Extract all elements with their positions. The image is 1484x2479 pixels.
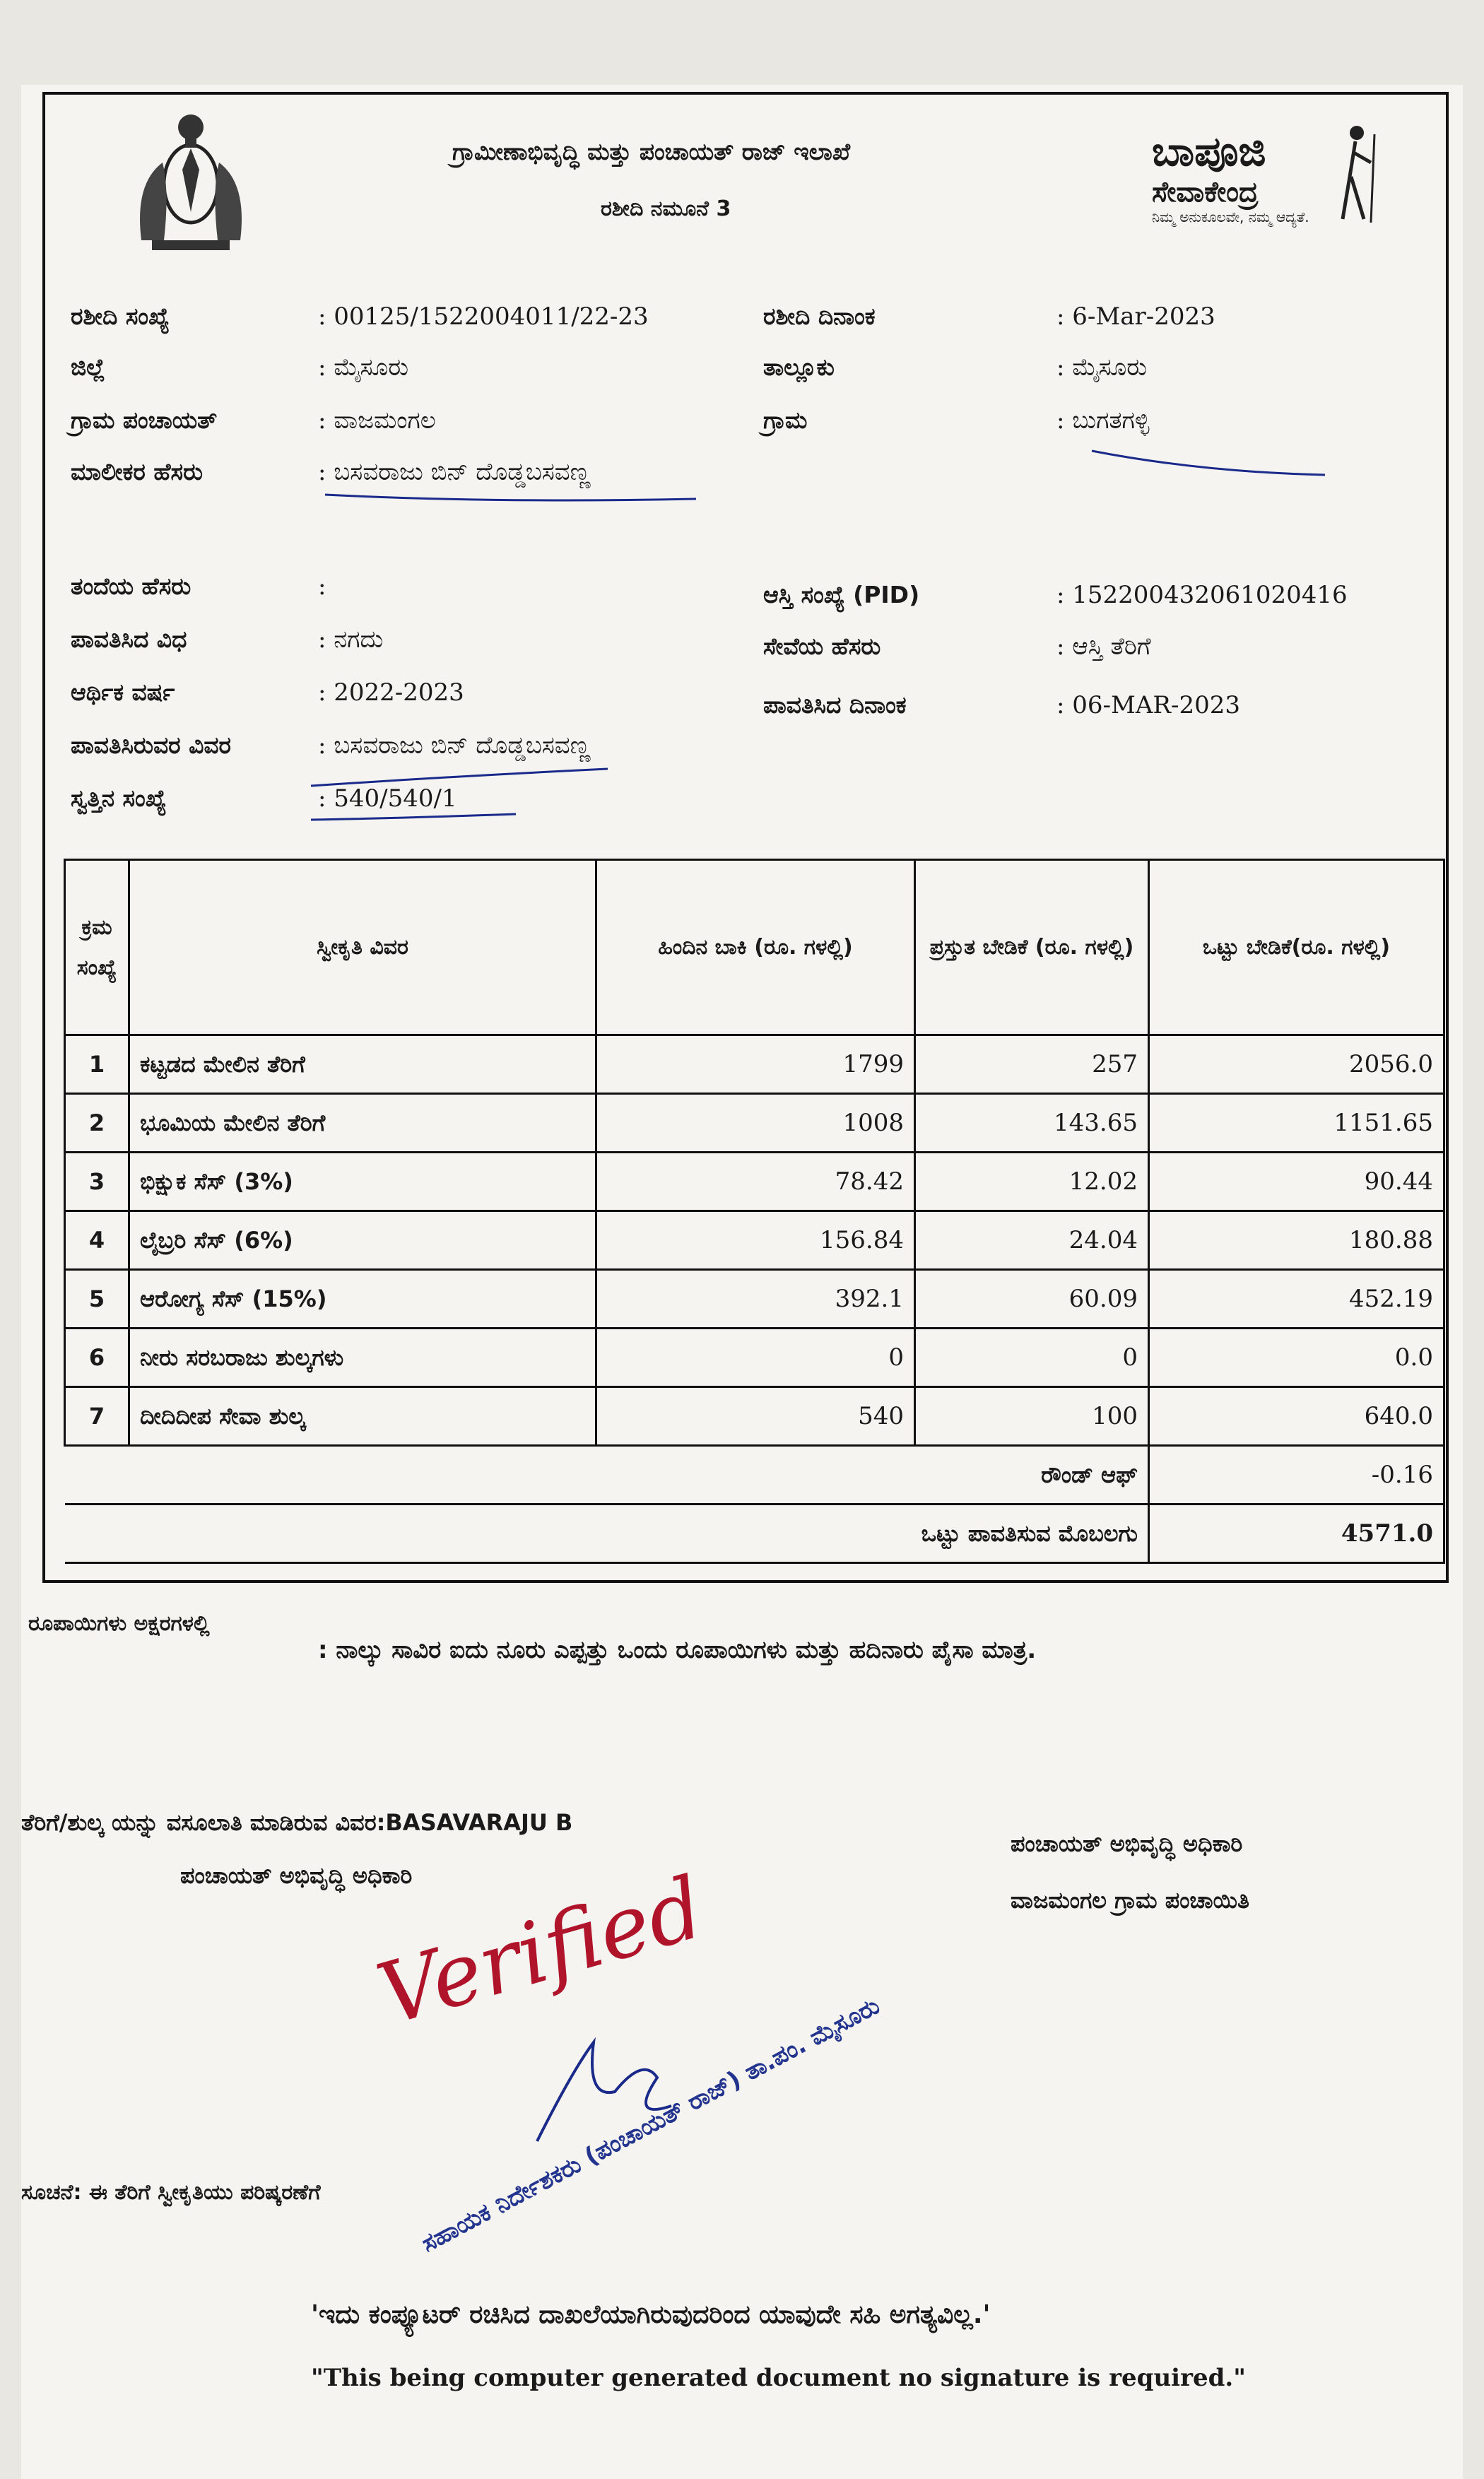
payment-date-label: ಪಾವತಿಸಿದ ದಿನಾಂಕ: [763, 691, 907, 719]
verified-handwriting: Verified: [367, 1859, 714, 2045]
round-off-value: -0.16: [1149, 1446, 1444, 1505]
row-previous-due: 0: [596, 1329, 915, 1387]
village-value: : ಬುಗತಗಳ್ಳಿ: [1056, 406, 1150, 435]
grand-total-label: ಒಟ್ಟು ಪಾವತಿಸುವ ಮೊಬಲಗು: [65, 1505, 1149, 1563]
row-current-demand: 257: [915, 1035, 1149, 1094]
payer-details-value: : ಬಸವರಾಜು ಬಿನ್ ದೊಡ್ಡಬಸವಣ್ಣ: [318, 731, 591, 760]
table-row: [65, 1094, 1444, 1153]
brand-name: ಬಾಪೂಜಿ: [1152, 127, 1266, 175]
row-current-demand: 60.09: [915, 1270, 1149, 1329]
round-off-label: ರೌಂಡ್ ಆಫ್: [65, 1446, 1149, 1505]
row-current-demand: 0: [915, 1329, 1149, 1387]
footer-kannada: 'ಇದು ಕಂಪ್ಯೂಟರ್ ರಚಿಸಿದ ದಾಖಲೆಯಾಗಿರುವುದರಿಂದ ಯಾವುದೇ ಸಹಿ ಅಗತ್ಯವಿಲ್ಲ.': [311, 2300, 991, 2329]
fee-table-header: [65, 860, 1444, 1035]
officer-title: ಪಂಚಾಯತ್ ಅಭಿವೃದ್ಧಿ ಅಧಿಕಾರಿ: [1011, 1830, 1243, 1857]
row-description: ಭೂಮಿಯ ಮೇಲಿನ ತೆರಿಗೆ: [129, 1094, 596, 1153]
financial-year-value: : 2022-2023: [318, 678, 464, 707]
row-previous-due: 156.84: [596, 1211, 915, 1270]
collector-title: ಪಂಚಾಯತ್ ಅಭಿವೃದ್ಧಿ ಅಧಿಕಾರಿ: [180, 1862, 413, 1889]
table-row: [65, 1329, 1444, 1387]
receipt-date-label: ರಶೀದಿ ದಿನಾಂಕ: [763, 302, 876, 330]
row-total-demand: 90.44: [1149, 1153, 1444, 1211]
row-serial: 4: [65, 1211, 129, 1270]
department-title: ಗ್ರಾಮೀಣಾಭಿವೃದ್ಧಿ ಮತ್ತು ಪಂಚಾಯತ್ ರಾಜ್ ಇಲಾಖೆ: [452, 138, 851, 165]
row-description: ಭಿಕ್ಷುಕ ಸೆಸ್ (3%): [129, 1153, 596, 1211]
row-current-demand: 24.04: [915, 1211, 1149, 1270]
form-title: ರಶೀದಿ ನಮೂನೆ 3: [601, 196, 731, 221]
property-pid-label: ಆಸ್ತಿ ಸಂಖ್ಯೆ (PID): [763, 581, 920, 608]
brand-tagline: ನಿಮ್ಮ ಅನುಕೂಲವೇ, ನಮ್ಮ ಆದ್ಯತೆ.: [1152, 208, 1309, 225]
village-label: ಗ್ರಾಮ: [763, 406, 808, 434]
amount-in-words-value: : ನಾಲ್ಕು ಸಾವಿರ ಐದು ನೂರು ಎಪ್ಪತ್ತು ಒಂದು ರೂಪಾಯಿಗಳು ಮತ್ತು ಹದಿನಾರು ಪೈಸಾ ಮಾತ್ರ.: [318, 1636, 1037, 1664]
officer-org: ವಾಜಮಂಗಲ ಗ್ರಾಮ ಪಂಚಾಯಿತಿ: [1011, 1887, 1249, 1914]
row-previous-due: 1008: [596, 1094, 915, 1153]
row-serial: 1: [65, 1035, 129, 1094]
receipt-date-value: : 6-Mar-2023: [1056, 302, 1215, 331]
row-previous-due: 540: [596, 1387, 915, 1446]
row-serial: 5: [65, 1270, 129, 1329]
row-description: ನೀರು ಸರಬರಾಜು ಶುಲ್ಕಗಳು: [129, 1329, 596, 1387]
owner-name-value: : ಬಸವರಾಜು ಬಿನ್ ದೊಡ್ಡಬಸವಣ್ಣ: [318, 458, 591, 486]
district-value: : ಮೈಸೂರು: [318, 353, 409, 382]
payment-mode-label: ಪಾವತಿಸಿದ ವಿಧ: [71, 625, 187, 653]
payer-details-label: ಪಾವತಿಸಿರುವರ ವಿವರ: [71, 731, 232, 759]
header-description: ಸ್ವೀಕೃತಿ ವಿವರ: [129, 860, 596, 1035]
row-current-demand: 143.65: [915, 1094, 1149, 1153]
taluk-label: ತಾಲ್ಲೂಕು: [763, 353, 835, 381]
revision-note: ಸೂಚನೆ: ಈ ತೆರಿಗೆ ಸ್ವೀಕೃತಿಯು ಪರಿಷ್ಕರಣೆಗೆ: [21, 2180, 321, 2205]
round-off-row: [65, 1446, 1444, 1505]
fee-table: [64, 859, 1445, 1564]
row-total-demand: 452.19: [1149, 1270, 1444, 1329]
row-total-demand: 2056.0: [1149, 1035, 1444, 1094]
district-label: ಜಿಲ್ಲೆ: [71, 353, 105, 381]
row-previous-due: 392.1: [596, 1270, 915, 1329]
row-total-demand: 1151.65: [1149, 1094, 1444, 1153]
header-current-demand: ಪ್ರಸ್ತುತ ಬೇಡಿಕೆ (ರೂ. ಗಳಲ್ಲಿ): [915, 860, 1149, 1035]
footer-english: "This being computer generated document no signature is required.": [311, 2364, 1246, 2392]
property-number-value: : 540/540/1: [318, 784, 457, 813]
row-serial: 2: [65, 1094, 129, 1153]
header-previous-due: ಹಿಂದಿನ ಬಾಕಿ (ರೂ. ಗಳಲ್ಲಿ): [596, 860, 915, 1035]
row-description: ಲೈಬ್ರರಿ ಸೆಸ್ (6%): [129, 1211, 596, 1270]
table-row: [65, 1153, 1444, 1211]
row-serial: 6: [65, 1329, 129, 1387]
row-serial: 7: [65, 1387, 129, 1446]
collector-line: ತೆರಿಗೆ/ಶುಲ್ಕ ಯನ್ನು ವಸೂಲಾತಿ ಮಾಡಿರುವ ವಿವರ:BASAVARAJU B: [21, 1809, 573, 1836]
row-serial: 3: [65, 1153, 129, 1211]
table-row: [65, 1387, 1444, 1446]
brand-sub: ಸೇವಾಕೇಂದ್ರ: [1152, 176, 1259, 208]
row-total-demand: 640.0: [1149, 1387, 1444, 1446]
header-total-demand: ಒಟ್ಟು ಬೇಡಿಕೆ(ರೂ. ಗಳಲ್ಲಿ): [1149, 860, 1444, 1035]
row-previous-due: 1799: [596, 1035, 915, 1094]
father-name-value: :: [318, 572, 326, 601]
row-current-demand: 12.02: [915, 1153, 1149, 1211]
row-current-demand: 100: [915, 1387, 1149, 1446]
row-total-demand: 0.0: [1149, 1329, 1444, 1387]
row-total-demand: 180.88: [1149, 1211, 1444, 1270]
taluk-value: : ಮೈಸೂರು: [1056, 353, 1148, 382]
grand-total-row: [65, 1505, 1444, 1563]
row-description: ಕಟ್ಟಡದ ಮೇಲಿನ ತೆರಿಗೆ: [129, 1035, 596, 1094]
pen-underlines: [0, 0, 1484, 848]
table-row: [65, 1270, 1444, 1329]
row-description: ದೀದಿದೀಪ ಸೇವಾ ಶುಲ್ಕ: [129, 1387, 596, 1446]
grand-total-value: 4571.0: [1149, 1505, 1444, 1563]
owner-name-label: ಮಾಲೀಕರ ಹೆಸರು: [71, 458, 204, 485]
officer-stamp: ಸಹಾಯಕ ನಿರ್ದೇಶಕರು (ಪಂಚಾಯತ್ ರಾಜ್) ತಾ.ಪಂ. ಮೈಸೂರು: [417, 1991, 885, 2259]
payment-mode-value: : ನಗದು: [318, 625, 384, 654]
property-pid-value: : 152200432061020416: [1056, 581, 1348, 609]
property-number-label: ಸ್ವತ್ತಿನ ಸಂಖ್ಯೆ: [71, 784, 167, 812]
service-name-label: ಸೇವೆಯ ಹೆಸರು: [763, 632, 881, 660]
receipt-number-value: : 00125/1522004011/22-23: [318, 302, 649, 331]
father-name-label: ತಂದೆಯ ಹೆಸರು: [71, 572, 192, 600]
table-row: [65, 1035, 1444, 1094]
payment-date-value: : 06-MAR-2023: [1056, 691, 1240, 719]
gram-panchayat-label: ಗ್ರಾಮ ಪಂಚಾಯತ್: [71, 406, 218, 434]
header-serial: ಕ್ರಮ ಸಂಖ್ಯೆ: [65, 860, 129, 1035]
gram-panchayat-value: : ವಾಜಮಂಗಲ: [318, 406, 436, 435]
row-previous-due: 78.42: [596, 1153, 915, 1211]
financial-year-label: ಆರ್ಥಿಕ ವರ್ಷ: [71, 678, 175, 706]
receipt-number-label: ರಶೀದಿ ಸಂಖ್ಯೆ: [71, 302, 170, 330]
table-row: [65, 1211, 1444, 1270]
service-name-value: : ಆಸ್ತಿ ತೆರಿಗೆ: [1056, 632, 1151, 661]
amount-in-words-label: ರೂಪಾಯಿಗಳು ಅಕ್ಷರಗಳಲ್ಲಿ: [28, 1611, 210, 1636]
row-description: ಆರೋಗ್ಯ ಸೆಸ್ (15%): [129, 1270, 596, 1329]
